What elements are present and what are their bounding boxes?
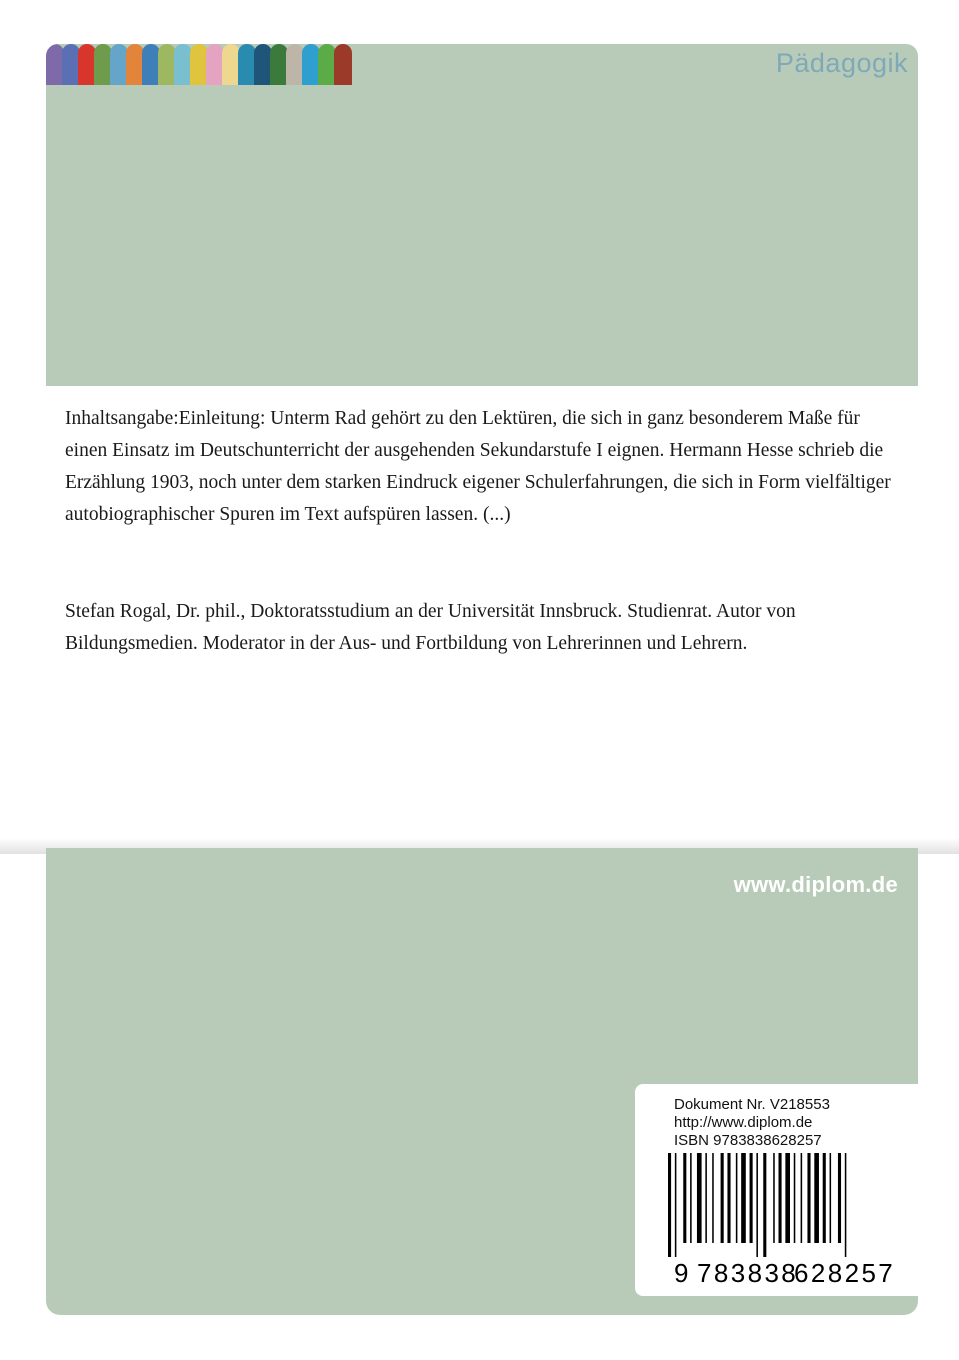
barcode-bar (683, 1153, 686, 1243)
barcode-digit-lead: 9 (674, 1258, 691, 1288)
barcode-bar (736, 1153, 738, 1243)
barcode-bar (727, 1153, 730, 1243)
barcode-digits-left: 783838 (697, 1258, 799, 1288)
website-label: www.diplom.de (733, 872, 898, 897)
barcode-bar (741, 1153, 746, 1243)
barcode-bar (756, 1153, 758, 1257)
color-tab (334, 44, 352, 85)
barcode-bar (838, 1153, 841, 1243)
barcode-bar (830, 1153, 832, 1243)
barcode-bar (845, 1153, 847, 1257)
barcode-bar (807, 1153, 810, 1243)
barcode-bar (690, 1153, 692, 1243)
barcode-bar (721, 1153, 724, 1243)
color-tabs (46, 44, 350, 85)
barcode-bar (675, 1153, 677, 1257)
barcode-bar (801, 1153, 803, 1243)
barcode-bar (750, 1153, 753, 1243)
cover-top-panel (46, 44, 918, 386)
barcode-bar (785, 1153, 790, 1243)
barcode-bar (823, 1153, 826, 1243)
publisher-url: http://www.diplom.de (674, 1114, 813, 1131)
barcode-bar (705, 1153, 707, 1243)
author-bio: Stefan Rogal, Dr. phil., Doktoratsstudium an der Universität Innsbruck. Studienrat. Autor von Bildungsmedien. Moderator in der Aus- und Fortbildung von Lehrerinnen und Lehrern. (65, 601, 796, 654)
category-label: Pädagogik (775, 48, 908, 78)
isbn-number: ISBN 9783838628257 (674, 1132, 822, 1149)
barcode-bar (763, 1153, 766, 1257)
cover-bottom-panel (46, 848, 918, 1315)
barcode-icon (666, 1153, 906, 1261)
barcode-bar (779, 1153, 782, 1243)
barcode-bar (712, 1153, 714, 1243)
barcode-bar (697, 1153, 702, 1243)
barcode-bar (794, 1153, 796, 1243)
document-number: Dokument Nr. V218553 (674, 1096, 830, 1113)
barcode-bar (668, 1153, 671, 1257)
isbn-box (635, 1084, 918, 1296)
barcode-bar (814, 1153, 819, 1243)
barcode-digits-right: 628257 (794, 1258, 896, 1288)
barcode-bar (773, 1153, 775, 1243)
book-description: Inhaltsangabe:Einleitung: Unterm Rad gehört zu den Lektüren, die sich in ganz besonderem Maße für einen Einsatz im Deutschunterricht der ausgehenden Sekundarstufe I eignen. Hermann Hesse schrieb die Erzählung 1903, noch unter dem starken Eindruck eigener Schulerfahrungen, die sich in Form vielfältiger autobiographischer Spuren im Text aufspüren lassen. (...) (65, 408, 891, 525)
